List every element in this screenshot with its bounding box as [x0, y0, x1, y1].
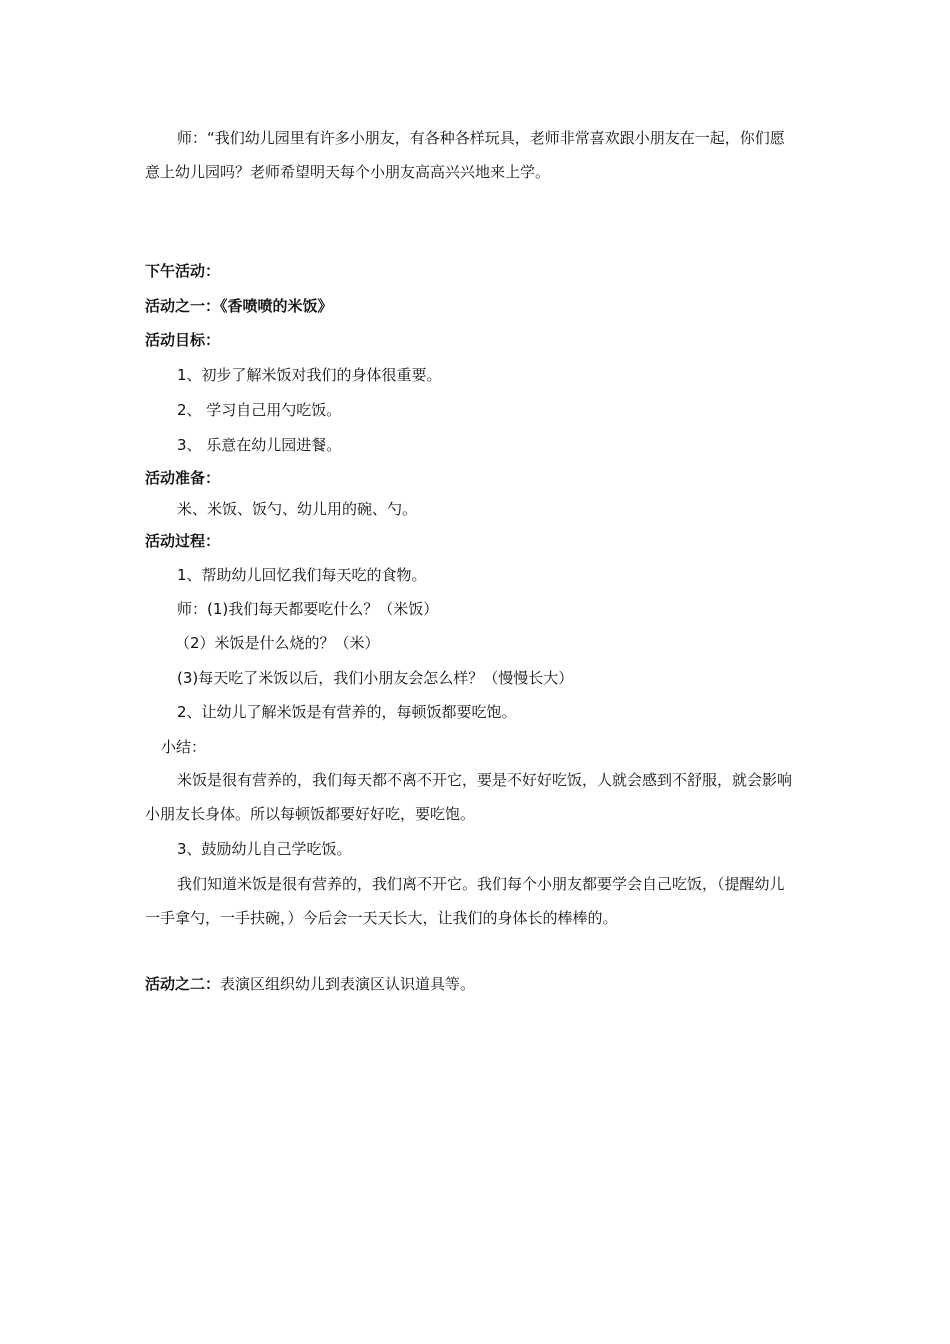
- activity2: [145, 974, 475, 994]
- process-item: （2）米饭是什么烧的？（米）: [175, 634, 380, 652]
- step3-line-2: 一手拿勺，一手扶碗，）今后会一天天长大，让我们的身体长的棒棒的。: [145, 909, 618, 927]
- activity2-label: 活动之二：: [145, 975, 221, 993]
- process-item: 2、让幼儿了解米饭是有营养的，每顿饭都要吃饱。: [177, 703, 517, 721]
- prep-heading: 活动准备：: [145, 469, 221, 487]
- goal-item: 1、初步了解米饭对我们的身体很重要。: [177, 366, 442, 384]
- summary-line-1: 米饭是很有营养的，我们每天都不离不开它，要是不好好吃饭，人就会感到不舒服，就会影响: [177, 771, 793, 789]
- step3: 3、鼓励幼儿自己学吃饭。: [177, 840, 352, 858]
- process-item: 师：(1)我们每天都要吃什么？（米饭）: [177, 600, 439, 618]
- activity2-text: 表演区组织幼儿到表演区认识道具等。: [220, 975, 476, 993]
- goals-heading: 活动目标：: [145, 331, 221, 349]
- intro-line-1: 师：“我们幼儿园里有许多小朋友，有各种各样玩具，老师非常喜欢跟小朋友在一起，你们愿: [177, 129, 785, 147]
- intro-line-2: 意上幼儿园吗？老师希望明天每个小朋友高高兴兴地来上学。: [145, 163, 551, 181]
- prep-text: 米、米饭、饭勺、幼儿用的碗、勺。: [177, 500, 418, 518]
- goal-item: 3、 乐意在幼儿园进餐。: [177, 436, 342, 454]
- summary-label: 小结：: [161, 738, 207, 756]
- summary-line-2: 小朋友长身体。所以每顿饭都要好好吃，要吃饱。: [145, 805, 476, 823]
- step3-line-1: 我们知道米饭是很有营养的，我们离不开它。我们每个小朋友都要学会自己吃饭，（提醒幼儿: [177, 875, 785, 893]
- process-item: 1、帮助幼儿回忆我们每天吃的食物。: [177, 566, 427, 584]
- process-heading: 活动过程：: [145, 532, 221, 550]
- afternoon-heading: 下午活动：: [145, 262, 221, 280]
- process-item: (3)每天吃了米饭以后，我们小朋友会怎么样？（慢慢长大）: [177, 669, 574, 687]
- activity1-title: 活动之一：《香喷喷的米饭》: [145, 297, 333, 315]
- goal-item: 2、 学习自己用勺吃饭。: [177, 401, 342, 419]
